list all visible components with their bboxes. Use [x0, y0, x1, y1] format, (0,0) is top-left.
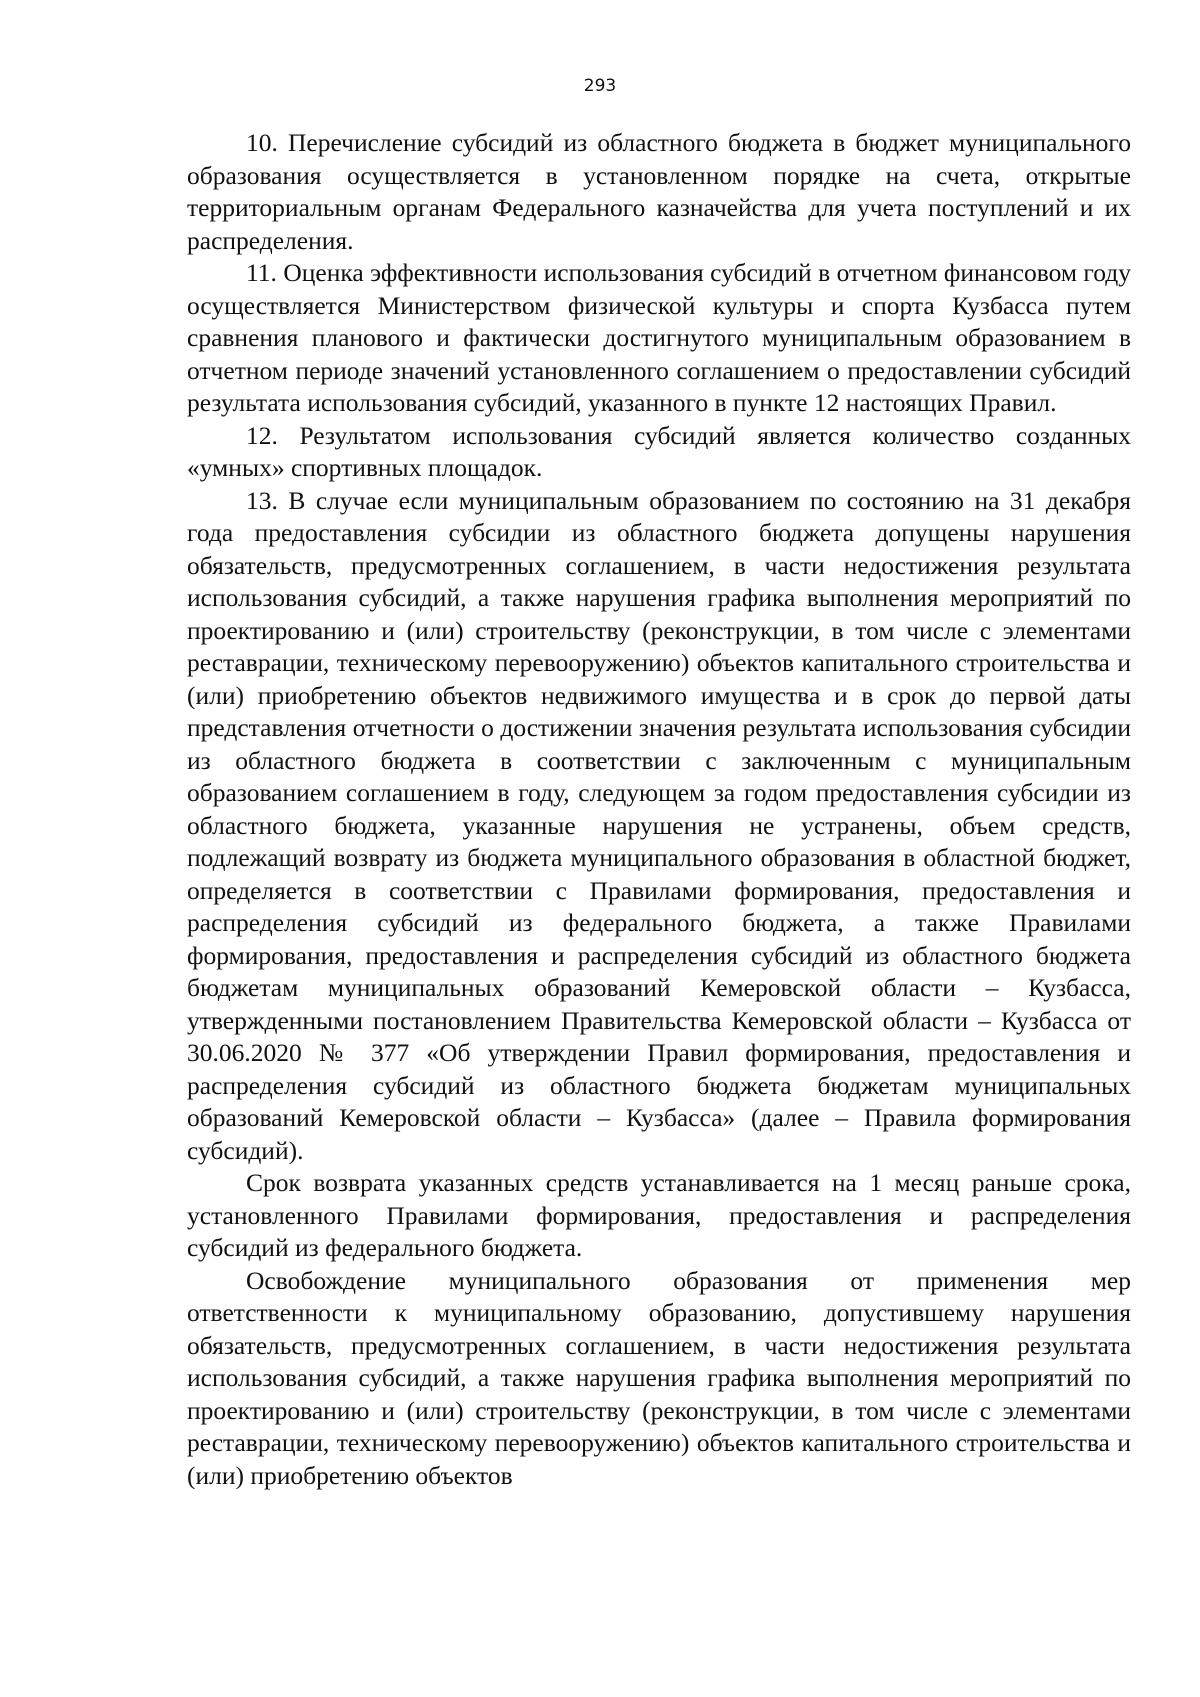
paragraph-10: 10. Перечисление субсидий из областного бюджета в бюджет муниципального образования осуществляется в установленном порядке на счета, открытые территориальным органам Федерального казначейства для учета поступлений и их распределения.	[187, 128, 1131, 255]
paragraph-exemption: Освобождение муниципального образования от применения мер ответственности к муниципальному образованию, допустившему нарушения обязательств, предусмотренных соглашением, в части недостижения результата использования субсидий, а также нарушения графика выполнения мероприятий по проектированию и (или) строительству (реконструкции, в том числе с элементами реставрации, техническому перевооружению) объектов капитального строительства и (или) приобретению объектов	[187, 1265, 1131, 1490]
paragraph-11: 11. Оценка эффективности использования субсидий в отчетном финансовом году осуществляется Министерством физической культуры и спорта Кузбасса путем сравнения планового и фактически достигнутого муниципальным образованием в отчетном периоде значений установленного соглашением о предоставлении субсидий результата использования субсидий, указанного в пункте 12 настоящих Правил.	[187, 258, 1131, 417]
document-body	[187, 127, 1131, 1492]
paragraph-return-deadline: Срок возврата указанных средств устанавливается на 1 месяц раньше срока, установленного Правилами формирования, предоставления и распределения субсидий из федерального бюджета.	[187, 1168, 1131, 1262]
paragraph-13: 13. В случае если муниципальным образованием по состоянию на 31 декабря года предоставления субсидии из областного бюджета допущены нарушения обязательств, предусмотренных соглашением, в части недостижения результата использования субсидий, а также нарушения графика выполнения мероприятий по проектированию и (или) строительству (реконструкции, в том числе с элементами реставрации, техническому перевооружению) объектов капитального строительства и (или) приобретению объектов недвижимого имущества и в срок до первой даты представления отчетности о достижении значения результата использования субсидии из областного бюджета в соответствии с заключенным с муниципальным образованием соглашением в году, следующем за годом предоставления субсидии из областного бюджета, указанные нарушения не устранены, объем средств, подлежащий возврату из бюджета муниципального образования в областной бюджет, определяется в соответствии с Правилами формирования, предоставления и распределения субсидий из федерального бюджета, а также Правилами формирования, предоставления и распределения субсидий из областного бюджета бюджетам муниципальных образований Кемеровской области – Кузбасса, утвержденными постановлением Правительства Кемеровской области – Кузбасса от 30.06.2020 № 377 «Об утверждении Правил формирования, предоставления и распределения субсидий из областного бюджета бюджетам муниципальных образований Кемеровской области – Кузбасса» (далее – Правила формирования субсидий).	[187, 485, 1131, 1165]
page-number: 293	[583, 76, 617, 96]
paragraph-12: 12. Результатом использования субсидий является количество созданных «умных» спортивных площадок.	[187, 420, 1131, 482]
